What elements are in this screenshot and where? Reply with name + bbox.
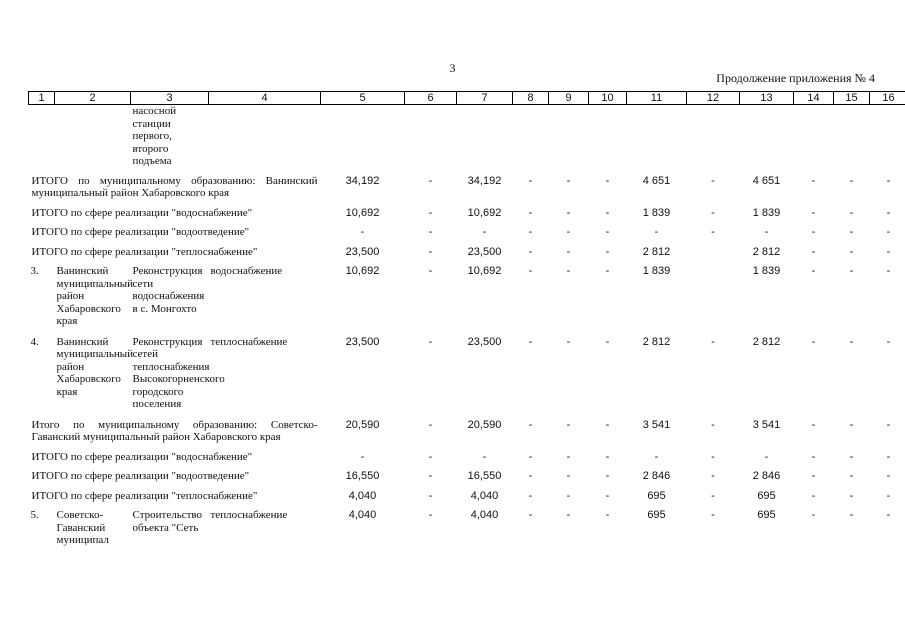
column-header: 15: [834, 92, 870, 105]
value-cell: -: [528, 245, 533, 258]
value-cell: -: [886, 418, 891, 431]
value-cell: -: [528, 470, 533, 482]
column-header: 2: [55, 92, 131, 105]
value-cell: -: [764, 226, 769, 238]
column-header: 10: [589, 92, 627, 105]
value-cell: -: [528, 265, 533, 277]
value-cell: -: [605, 509, 610, 521]
value-cell: -: [886, 206, 891, 219]
value-cell: -: [849, 265, 854, 277]
value-cell: -: [528, 206, 533, 219]
value-cell: 20,590: [345, 418, 380, 431]
value-cell: -: [849, 470, 854, 482]
total-row: [29, 219, 905, 239]
value-cell: -: [528, 174, 533, 187]
column-header: 12: [687, 92, 740, 105]
total-row: [29, 444, 905, 464]
value-cell: 695: [757, 489, 776, 502]
value-cell: -: [360, 226, 365, 238]
value-cell: -: [886, 226, 891, 238]
value-cell: 2 846: [752, 470, 781, 482]
value-cell: -: [566, 489, 571, 502]
value-cell: -: [711, 226, 715, 238]
municipality-name: Ванинский муниципальный район Хабаровского края: [56, 265, 134, 327]
value-cell: -: [528, 226, 533, 238]
value-cell: 4,040: [348, 509, 377, 521]
value-cell: 34,192: [467, 174, 502, 187]
value-cell: -: [811, 470, 816, 482]
total-row: [29, 239, 905, 259]
value-cell: -: [528, 335, 533, 348]
value-cell: -: [566, 470, 571, 482]
value-cell: -: [886, 245, 891, 258]
value-cell: -: [886, 450, 891, 463]
value-cell: -: [605, 206, 610, 219]
value-cell: -: [566, 450, 571, 463]
value-cell: -: [711, 470, 715, 482]
value-cell: -: [360, 450, 365, 463]
value-cell: -: [711, 174, 715, 187]
value-cell: -: [605, 470, 610, 482]
value-cell: -: [849, 245, 854, 258]
value-cell: -: [886, 265, 891, 277]
value-cell: 1 839: [642, 206, 671, 219]
column-header: 11: [627, 92, 687, 105]
value-cell: 695: [757, 509, 776, 521]
total-label: Итого по муниципальному образованию: Советско-Гаванский муниципальный район Хабаровского края: [31, 418, 318, 443]
column-header: 16: [870, 92, 905, 105]
value-cell: -: [605, 265, 610, 277]
value-cell: 4 651: [752, 174, 781, 187]
sphere-name: водоснабжение: [210, 265, 283, 277]
total-row: [29, 200, 905, 220]
value-cell: -: [566, 509, 571, 521]
value-cell: -: [428, 226, 433, 238]
value-cell: -: [849, 450, 854, 463]
value-cell: -: [566, 206, 571, 219]
value-cell: 23,500: [345, 335, 380, 348]
value-cell: -: [605, 418, 610, 431]
value-cell: 4,040: [470, 489, 499, 502]
header-row: [29, 92, 905, 105]
value-cell: -: [811, 509, 816, 521]
value-cell: 2 846: [642, 470, 671, 482]
value-cell: -: [849, 509, 854, 521]
value-cell: -: [428, 335, 433, 348]
value-cell: 16,550: [467, 470, 502, 482]
value-cell: 16,550: [345, 470, 380, 482]
value-cell: 23,500: [467, 335, 502, 348]
column-header: 5: [321, 92, 405, 105]
value-cell: -: [428, 509, 433, 521]
value-cell: -: [811, 206, 816, 219]
value-cell: -: [849, 335, 854, 348]
value-cell: [687, 239, 740, 259]
value-cell: -: [428, 206, 433, 219]
value-cell: -: [811, 265, 816, 277]
value-cell: -: [886, 335, 891, 348]
total-label: ИТОГО по сфере реализации "теплоснабжение": [31, 489, 258, 502]
value-cell: -: [566, 245, 571, 258]
total-row: [29, 483, 905, 503]
value-cell: 1 839: [642, 265, 671, 277]
municipality-name: Ванинский муниципальный район Хабаровского края: [56, 335, 134, 398]
value-cell: -: [528, 489, 533, 502]
value-cell: -: [711, 509, 715, 521]
value-cell: 4 651: [642, 174, 671, 187]
value-cell: -: [428, 174, 433, 187]
value-cell: -: [605, 174, 610, 187]
value-cell: -: [811, 245, 816, 258]
value-cell: 1 839: [752, 265, 781, 277]
total-row: [29, 463, 905, 483]
value-cell: -: [566, 226, 571, 238]
value-cell: 695: [647, 509, 666, 521]
continuation-row: [29, 105, 905, 168]
value-cell: -: [886, 509, 891, 521]
total-label: ИТОГО по сфере реализации "водоотведение": [31, 470, 250, 482]
value-cell: -: [605, 489, 610, 502]
row-number: 5.: [30, 509, 39, 521]
total-label: ИТОГО по сфере реализации "водоотведение": [31, 226, 250, 238]
value-cell: -: [566, 174, 571, 187]
value-cell: -: [849, 489, 854, 502]
annex-label: Продолжение приложения № 4: [716, 71, 875, 85]
value-cell: -: [886, 489, 891, 502]
project-name: Реконструкция сетей теплоснабжения Высокогорненского городского поселения: [132, 335, 225, 410]
value-cell: -: [811, 335, 816, 348]
value-cell: -: [482, 226, 487, 238]
value-cell: -: [849, 174, 854, 187]
municipality-name: Советско-Гаванский муниципал: [56, 509, 109, 546]
value-cell: -: [566, 418, 571, 431]
value-cell: -: [886, 470, 891, 482]
value-cell: 23,500: [345, 245, 380, 258]
value-cell: 34,192: [345, 174, 380, 187]
column-header: 1: [29, 92, 55, 105]
value-cell: 10,692: [345, 265, 380, 277]
value-cell: -: [428, 418, 433, 431]
column-header: 3: [131, 92, 209, 105]
value-cell: 1 839: [752, 206, 781, 219]
value-cell: -: [605, 245, 610, 258]
value-cell: -: [428, 470, 433, 482]
column-header: 13: [740, 92, 794, 105]
value-cell: 2 812: [642, 245, 671, 258]
table-row: [29, 328, 905, 411]
column-header: 9: [549, 92, 589, 105]
value-cell: -: [605, 335, 610, 348]
value-cell: -: [849, 226, 854, 238]
value-cell: -: [428, 245, 433, 258]
value-cell: 10,692: [467, 265, 502, 277]
value-cell: -: [711, 206, 715, 219]
value-cell: -: [811, 489, 816, 502]
value-cell: -: [849, 418, 854, 431]
project-name: Строительство объекта "Сеть: [132, 509, 203, 534]
value-cell: 3 541: [752, 418, 781, 431]
value-cell: -: [605, 226, 610, 238]
value-cell: -: [528, 450, 533, 463]
value-cell: -: [605, 450, 610, 463]
value-cell: -: [566, 335, 571, 348]
value-cell: 2 812: [642, 335, 671, 348]
value-cell: 10,692: [345, 206, 380, 219]
total-label: ИТОГО по сфере реализации "теплоснабжение": [31, 245, 258, 258]
value-cell: -: [811, 450, 816, 463]
value-cell: 4,040: [470, 509, 499, 521]
value-cell: [687, 258, 740, 328]
value-cell: -: [566, 265, 571, 277]
page-number: 3: [449, 61, 456, 75]
project-name: Реконструкция сети водоснабжения в с. Монгохто: [132, 265, 205, 315]
value-cell: -: [711, 489, 715, 502]
column-header: 8: [513, 92, 549, 105]
sphere-name: теплоснабжение: [210, 335, 288, 348]
value-cell: -: [428, 450, 433, 463]
value-cell: -: [849, 206, 854, 219]
value-cell: -: [654, 226, 659, 238]
table-row: [29, 258, 905, 328]
value-cell: -: [428, 489, 433, 502]
project-name: насосной станции первого, второго подъема: [132, 105, 177, 167]
row-number: 4.: [30, 335, 39, 348]
value-cell: -: [811, 174, 816, 187]
value-cell: -: [654, 450, 659, 463]
value-cell: -: [528, 418, 533, 431]
value-cell: 3 541: [642, 418, 671, 431]
row-number: 3.: [30, 265, 39, 277]
value-cell: 23,500: [467, 245, 502, 258]
value-cell: -: [886, 174, 891, 187]
column-header: 4: [209, 92, 321, 105]
total-label: ИТОГО по сфере реализации "водоснабжение": [31, 450, 253, 463]
value-cell: -: [811, 418, 816, 431]
value-cell: 695: [647, 489, 666, 502]
value-cell: -: [482, 450, 487, 463]
value-cell: 2 812: [752, 245, 781, 258]
value-cell: -: [428, 265, 433, 277]
value-cell: -: [711, 335, 715, 348]
value-cell: -: [711, 450, 715, 463]
column-header: 14: [794, 92, 834, 105]
value-cell: 20,590: [467, 418, 502, 431]
table-row: [29, 502, 905, 547]
value-cell: 10,692: [467, 206, 502, 219]
value-cell: -: [711, 418, 715, 431]
value-cell: 2 812: [752, 335, 781, 348]
program-table: [28, 91, 905, 547]
column-header: 7: [457, 92, 513, 105]
column-header: 6: [405, 92, 457, 105]
value-cell: -: [811, 226, 816, 238]
total-label: ИТОГО по муниципальному образованию: Ванинский муниципальный район Хабаровского края: [31, 174, 318, 199]
value-cell: -: [528, 509, 533, 521]
total-row: [29, 411, 905, 444]
total-row: [29, 168, 905, 200]
value-cell: 4,040: [348, 489, 377, 502]
total-label: ИТОГО по сфере реализации "водоснабжение": [31, 206, 253, 219]
sphere-name: теплоснабжение: [210, 509, 288, 521]
value-cell: -: [764, 450, 769, 463]
